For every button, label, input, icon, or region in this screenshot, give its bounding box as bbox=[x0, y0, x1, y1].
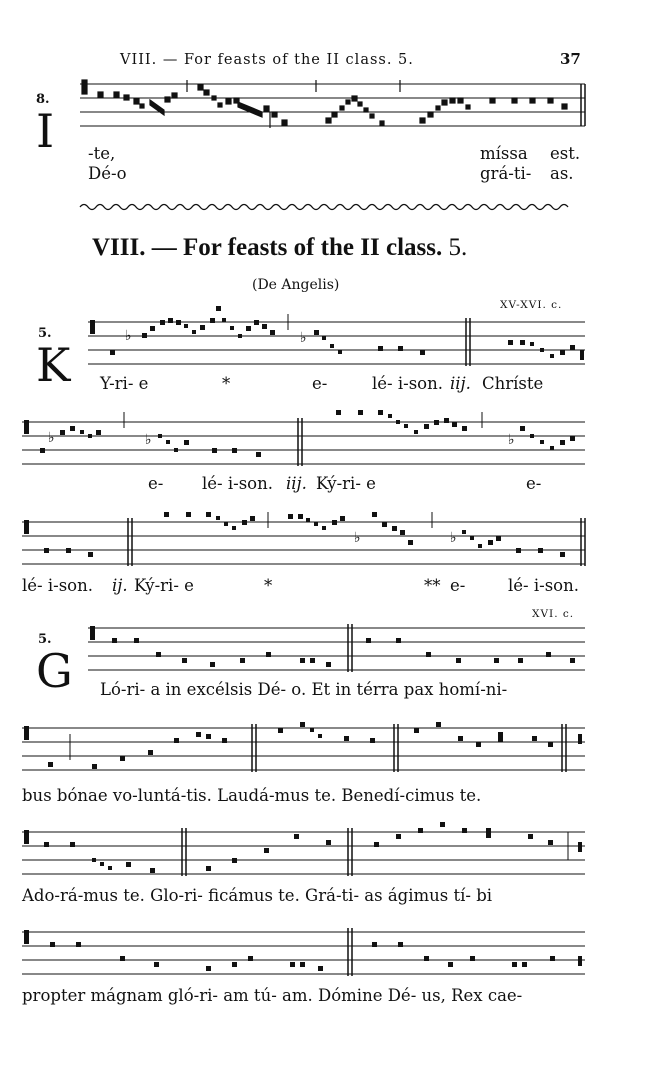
mass-title bbox=[92, 234, 467, 262]
ite-initial: I bbox=[36, 104, 55, 158]
svg-text:♭: ♭ bbox=[48, 430, 55, 446]
gloria-staff-2 bbox=[22, 724, 585, 772]
gloria-mode-number: 5. bbox=[38, 632, 52, 647]
gloria-neumes-4 bbox=[24, 930, 582, 971]
gloria-neumes-2 bbox=[24, 722, 582, 769]
kyrie-neumes-1 bbox=[90, 306, 584, 360]
kyrie-lyric: * bbox=[264, 576, 273, 595]
kyrie-repeat-mark: ij. bbox=[112, 576, 128, 595]
gloria-lyric-line-2: bus bónae vo-luntá-tis. Laudá-mus te. Benedí-cimus te. bbox=[22, 786, 482, 805]
kyrie-initial: K bbox=[36, 338, 71, 392]
running-title: VIII. — For feasts of the II class. 5. bbox=[120, 52, 414, 68]
svg-text:♭: ♭ bbox=[450, 530, 457, 546]
kyrie-lyric: lé- i-son. bbox=[202, 474, 273, 493]
ite-lyric: -te, bbox=[88, 144, 116, 163]
ite-lyric: est. bbox=[550, 144, 581, 163]
kyrie-lyric: lé- i-son. bbox=[508, 576, 579, 595]
gloria-staff-4 bbox=[22, 928, 585, 976]
kyrie-lyric: lé- i-son. bbox=[372, 374, 443, 393]
gloria-lyric-line-3: Ado-rá-mus te. Glo-ri- ficámus te. Grá-ti- as ágimus tí- bi bbox=[22, 886, 493, 905]
mass-title-number: 5. bbox=[448, 234, 468, 261]
svg-text:♭: ♭ bbox=[354, 530, 361, 546]
gloria-neumes-3 bbox=[24, 822, 582, 873]
kyrie-lyric: ** bbox=[424, 576, 441, 595]
kyrie-lyric: Ký-ri- e bbox=[316, 474, 376, 493]
gloria-staff-1 bbox=[88, 624, 585, 672]
ite-lyric: míssa bbox=[480, 144, 528, 163]
svg-text:♭: ♭ bbox=[508, 432, 515, 448]
ite-neumes bbox=[82, 80, 567, 128]
kyrie-lyric: Y-ri- e bbox=[100, 374, 149, 393]
page-number: 37 bbox=[560, 50, 581, 68]
kyrie-century: XV-XVI. c. bbox=[500, 299, 563, 311]
deo-lyric: as. bbox=[550, 164, 574, 183]
gloria-lyric-line-4: propter mágnam gló-ri- am tú- am. Dómine Dé- us, Rex cae- bbox=[22, 986, 523, 1005]
kyrie-lyric: e- bbox=[312, 374, 328, 393]
svg-text:♭: ♭ bbox=[125, 328, 132, 344]
wavy-divider bbox=[80, 205, 568, 210]
gloria-staff-3 bbox=[22, 828, 585, 876]
kyrie-lyric: Chríste bbox=[482, 374, 544, 393]
kyrie-lyric: * bbox=[222, 374, 231, 393]
gloria-century: XVI. c. bbox=[532, 608, 575, 620]
svg-text:♭: ♭ bbox=[300, 330, 307, 346]
kyrie-repeat-mark: iij. bbox=[286, 474, 307, 493]
kyrie-staff-2 bbox=[22, 412, 585, 466]
kyrie-lyric: e- bbox=[450, 576, 466, 595]
kyrie-mode-number: 5. bbox=[38, 326, 52, 341]
mass-subtitle: (De Angelis) bbox=[252, 277, 340, 293]
gloria-initial: G bbox=[36, 644, 73, 698]
kyrie-lyric: e- bbox=[526, 474, 542, 493]
gloria-neumes-1 bbox=[90, 626, 575, 667]
svg-text:♭: ♭ bbox=[145, 432, 152, 448]
deo-lyric: grá-ti- bbox=[480, 164, 532, 183]
ite-mode-number: 8. bbox=[36, 92, 50, 107]
mass-title-main: VIII. — For feasts of the II class. bbox=[92, 234, 443, 261]
deo-lyric: Dé-o bbox=[88, 164, 127, 183]
gloria-lyric-line-1: Ló-ri- a in excélsis Dé- o. Et in térra pax homí-ni- bbox=[100, 680, 508, 699]
kyrie-repeat-mark: iij. bbox=[450, 374, 471, 393]
kyrie-lyric: Ký-ri- e bbox=[134, 576, 194, 595]
kyrie-lyric: lé- i-son. bbox=[22, 576, 93, 595]
kyrie-lyric: e- bbox=[148, 474, 164, 493]
